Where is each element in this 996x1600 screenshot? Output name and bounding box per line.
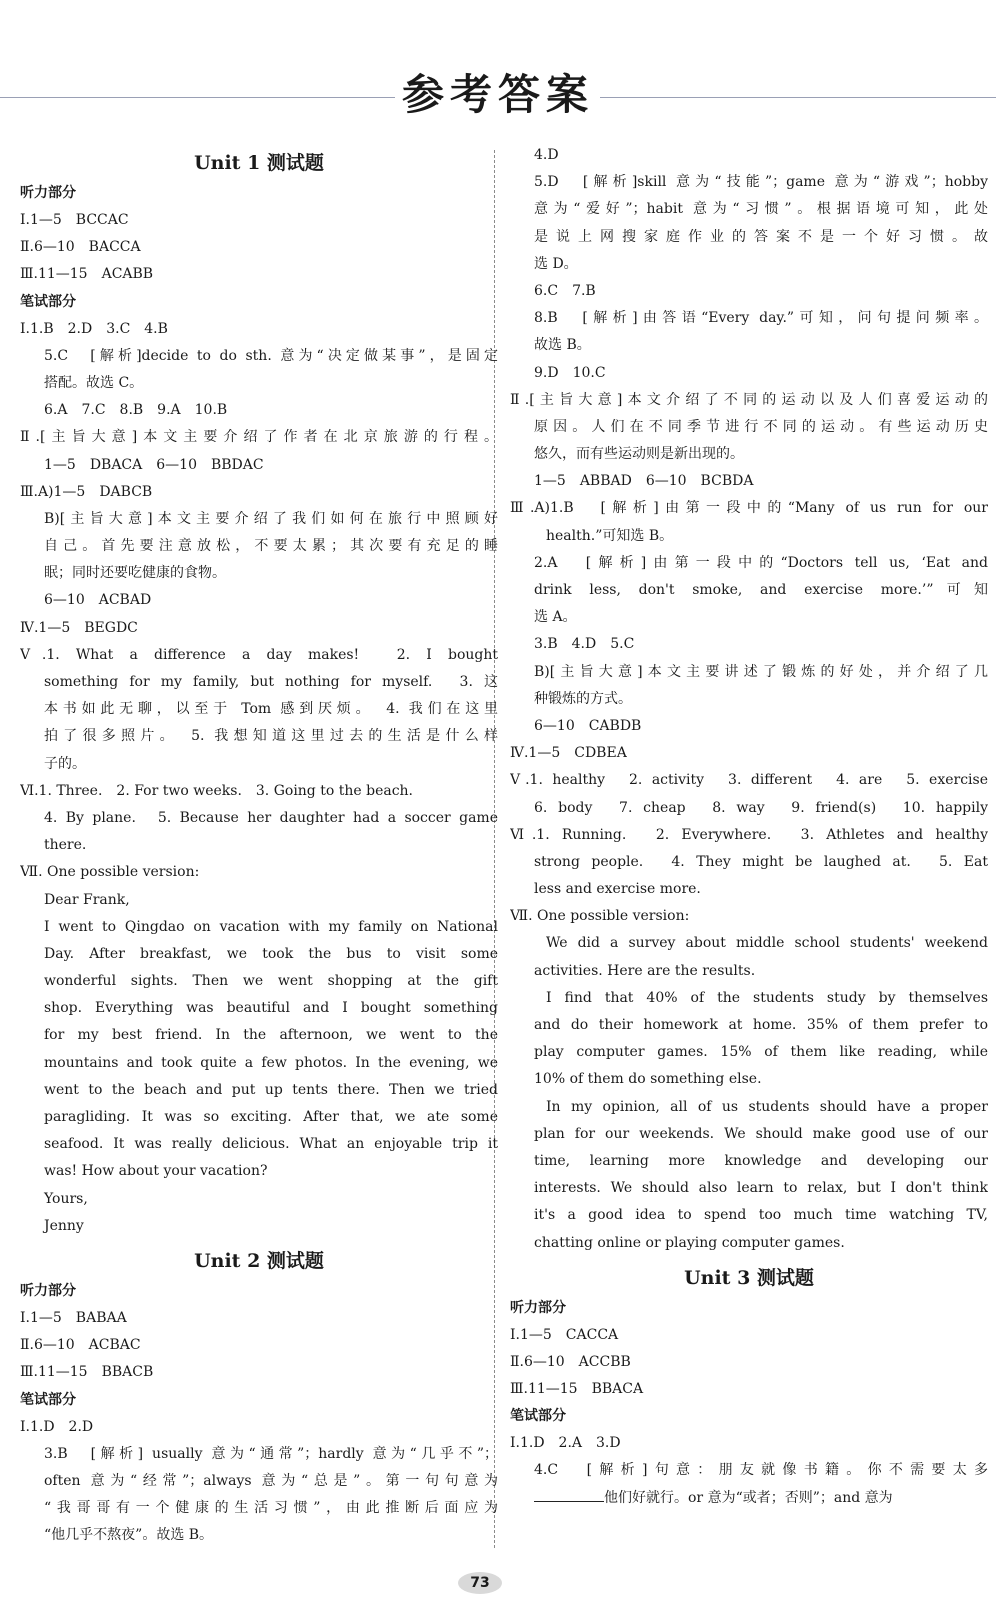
answer-line: 自己。首先要注意放松，不要太累；其次要有充足的睡 bbox=[44, 538, 498, 555]
unit3-listening-label: 听力部分 bbox=[510, 1299, 566, 1316]
answer-line: 种锻炼的方式。 bbox=[534, 690, 632, 707]
answer-line: 3.B [解析] usually 意为“通常”；hardly 意为“几乎不”； bbox=[44, 1445, 498, 1462]
answer-line: often 意为“经常”；always 意为“总是”。第一句句意为 bbox=[44, 1472, 498, 1489]
answer-line: 拍了很多照片。 5. 我想知道这里过去的生活是什么样 bbox=[44, 728, 498, 745]
answer-line: “我哥哥有一个健康的生活习惯”，由此推断后面应为 bbox=[44, 1500, 498, 1517]
answer-line: 3.B 4.D 5.C bbox=[534, 636, 635, 653]
answer-line: 1—5 DBACA 6—10 BBDAC bbox=[44, 456, 264, 473]
answer-line bbox=[510, 1485, 988, 1512]
essay-line: plan for our weekends. We should make good use of our bbox=[534, 1125, 988, 1142]
title-rule-right bbox=[600, 97, 996, 98]
letter-line: shop. Everything was beautiful and I bought something bbox=[44, 1000, 498, 1017]
unit3-writing-label: 笔试部分 bbox=[510, 1408, 566, 1425]
answer-line: Ⅱ.6—10 ACCBB bbox=[510, 1353, 631, 1370]
essay-line: and do their homework at home. 35% of them prefer to bbox=[534, 1017, 988, 1033]
answer-line: 眠；同时还要吃健康的食物。 bbox=[44, 565, 226, 582]
answer-line: Ⅶ. One possible version: bbox=[20, 864, 200, 881]
letter-line: seafood. It was really delicious. What an enjoyable trip it bbox=[44, 1136, 498, 1153]
title-rule-left bbox=[0, 97, 395, 98]
answer-line: Ⅰ.1—5 BCCAC bbox=[20, 212, 129, 228]
answer-line: Ⅳ.1—5 BEGDC bbox=[20, 619, 138, 636]
answer-line: 搭配。故选 C。 bbox=[44, 374, 144, 391]
answer-line: 子的。 bbox=[44, 755, 86, 772]
page-number: 73 bbox=[458, 1572, 502, 1594]
answer-line: Ⅳ.1—5 CDBEA bbox=[510, 745, 627, 762]
answer-line: Ⅲ.11—15 BBACA bbox=[510, 1381, 644, 1398]
answer-line: drink less, don't smoke, and exercise more.’”可知 bbox=[534, 582, 988, 598]
essay-line: it's a good idea to spend too much time watching TV, bbox=[534, 1207, 988, 1224]
letter-line: went to the beach and put up tents there. Then we tried bbox=[44, 1081, 498, 1098]
answer-line: 故选 B。 bbox=[534, 337, 591, 354]
answer-line: Ⅵ.1. Running. 2. Everywhere. 3. Athletes and healthy bbox=[510, 826, 988, 843]
unit1-title: Unit 1 测试题 bbox=[194, 152, 324, 174]
answer-line: 是说上网搜家庭作业的答案不是一个好习惯。故 bbox=[534, 228, 988, 245]
unit2-listening-label: 听力部分 bbox=[20, 1282, 76, 1299]
unit1-listening-label: 听力部分 bbox=[20, 185, 76, 201]
answer-line: 本书如此无聊，以至于 Tom 感到厌烦。 4. 我们在这里 bbox=[44, 701, 498, 718]
answer-line: “他几乎不熬夜”。故选 B。 bbox=[44, 1527, 214, 1544]
answer-line: Ⅰ.1.B 2.D 3.C 4.B bbox=[20, 320, 168, 337]
answer-line: 6—10 CABDB bbox=[534, 717, 642, 734]
answer-line: there. bbox=[44, 837, 87, 854]
letter-line: Dear Frank, bbox=[44, 891, 130, 908]
answer-line: 4. By plane. 5. Because her daughter had a soccer game bbox=[44, 809, 498, 826]
essay-line: interests. We should also learn to relax, but I don't think bbox=[534, 1180, 988, 1197]
unit1-writing-label: 笔试部分 bbox=[20, 293, 76, 310]
answer-line: Ⅰ.1.D 2.D bbox=[20, 1418, 94, 1435]
answer-line: Ⅰ.1—5 CACCA bbox=[510, 1326, 619, 1343]
answer-line: 2.A [解析]由第一段中的“Doctors tell us, ‘Eat and bbox=[534, 554, 988, 571]
letter-line: wonderful sights. Then we went shopping at the gift bbox=[44, 973, 498, 990]
answer-line-text: 他们好就行。or 意为“或者；否则”；and 意为 bbox=[604, 1489, 893, 1506]
answer-line: 意为“爱好”；habit 意为“习惯”。根据语境可知，此处 bbox=[534, 201, 988, 218]
essay-line: 10% of them do something else. bbox=[534, 1071, 762, 1088]
answer-line: 4.C [解析]句意：朋友就像书籍。你不需要太多 bbox=[534, 1462, 988, 1479]
unit2-writing-label: 笔试部分 bbox=[20, 1391, 76, 1408]
right-column bbox=[510, 142, 988, 1512]
answer-line: Ⅱ.[主旨大意]本文介绍了不同的运动以及人们喜爱运动的 bbox=[510, 391, 988, 408]
essay-line: We did a survey about middle school students' weekend bbox=[546, 935, 988, 952]
letter-line: Jenny bbox=[44, 1217, 84, 1234]
answer-line: less and exercise more. bbox=[534, 881, 701, 898]
letter-line: mountains and took quite a few photos. In the evening, we bbox=[44, 1054, 498, 1071]
answer-line: Ⅰ.1—5 BABAA bbox=[20, 1309, 127, 1326]
answer-line: health.”可知选 B。 bbox=[546, 527, 674, 544]
essay-line: activities. Here are the results. bbox=[534, 962, 756, 979]
answer-line: 6.C 7.B bbox=[534, 282, 596, 299]
answer-line: Ⅲ.A)1.B [解析]由第一段中的“Many of us run for our bbox=[510, 500, 988, 517]
answer-line: Ⅰ.1.D 2.A 3.D bbox=[510, 1435, 621, 1452]
answer-line: B)[主旨大意]本文主要介绍了我们如何在旅行中照顾好 bbox=[44, 510, 498, 527]
unit2-title: Unit 2 测试题 bbox=[194, 1249, 324, 1272]
answer-line: 原因。人们在不同季节进行不同的运动。有些运动历史 bbox=[534, 418, 988, 435]
unit3-title: Unit 3 测试题 bbox=[684, 1266, 814, 1289]
letter-line: Day. After breakfast, we took the bus to visit some bbox=[44, 945, 498, 962]
essay-line: chatting online or playing computer games. bbox=[534, 1234, 845, 1251]
answer-line: 5.C [解析]decide to do sth. 意为“决定做某事”，是固定 bbox=[44, 347, 498, 364]
answer-line: something for my family, but nothing for myself. 3. 这 bbox=[44, 674, 498, 690]
answer-line: Ⅲ.A)1—5 DABCB bbox=[20, 483, 153, 500]
answer-line: 6. body 7. cheap 8. way 9. friend(s) 10. happily bbox=[534, 799, 988, 816]
essay-line: time, learning more knowledge and developing our bbox=[534, 1152, 988, 1169]
answer-line: 1—5 ABBAD 6—10 BCBDA bbox=[534, 473, 754, 490]
answer-line: 5.D [解析]skill 意为“技能”；game 意为“游戏”；hobby bbox=[534, 174, 988, 191]
answer-line: 选 D。 bbox=[534, 255, 578, 272]
answer-line: 4.D bbox=[534, 147, 559, 163]
left-column bbox=[20, 142, 498, 1549]
essay-line: In my opinion, all of us students should have a proper bbox=[546, 1098, 988, 1115]
answer-line: 6.A 7.C 8.B 9.A 10.B bbox=[44, 402, 228, 419]
answer-line: strong people. 4. They might be laughed at. 5. Eat bbox=[534, 853, 988, 870]
answer-line: Ⅲ.11—15 ACABB bbox=[20, 266, 154, 283]
letter-line: for my best friend. In the afternoon, we went to the bbox=[44, 1027, 498, 1044]
answer-line: Ⅵ.1. Three. 2. For two weeks. 3. Going to the beach. bbox=[20, 782, 414, 799]
fill-in-blank bbox=[534, 1487, 604, 1502]
answer-line: Ⅱ.6—10 BACCA bbox=[20, 239, 141, 256]
letter-line: I went to Qingdao on vacation with my family on National bbox=[44, 918, 498, 935]
answer-line: B)[主旨大意]本文主要讲述了锻炼的好处，并介绍了几 bbox=[534, 663, 988, 680]
answer-line: 8.B [解析]由答语“Every day.”可知，问句提问频率。 bbox=[534, 310, 988, 327]
answer-line: 9.D 10.C bbox=[534, 364, 606, 381]
answer-line: Ⅴ.1. healthy 2. activity 3. different 4. are 5. exercise bbox=[510, 772, 988, 789]
answer-line: Ⅴ.1. What a difference a day makes! 2. I bought bbox=[20, 646, 498, 663]
letter-line: was! How about your vacation? bbox=[44, 1163, 268, 1180]
essay-line: I find that 40% of the students study by themselves bbox=[546, 989, 988, 1006]
answer-line: Ⅱ.6—10 ACBAC bbox=[20, 1337, 141, 1354]
answer-line: 选 A。 bbox=[534, 609, 577, 626]
answer-line: 悠久，而有些运动则是新出现的。 bbox=[534, 446, 744, 463]
answer-line: Ⅱ.[主旨大意]本文主要介绍了作者在北京旅游的行程。 bbox=[20, 429, 498, 446]
page-title: 参考答案 bbox=[401, 70, 594, 119]
letter-line: paragliding. It was so exciting. After that, we ate some bbox=[44, 1109, 498, 1125]
answer-line: Ⅶ. One possible version: bbox=[510, 908, 690, 925]
essay-line: play computer games. 15% of them like reading, while bbox=[534, 1044, 988, 1061]
answer-line: 6—10 ACBAD bbox=[44, 592, 152, 609]
answer-line: Ⅲ.11—15 BBACB bbox=[20, 1364, 154, 1381]
letter-line: Yours, bbox=[44, 1190, 88, 1207]
